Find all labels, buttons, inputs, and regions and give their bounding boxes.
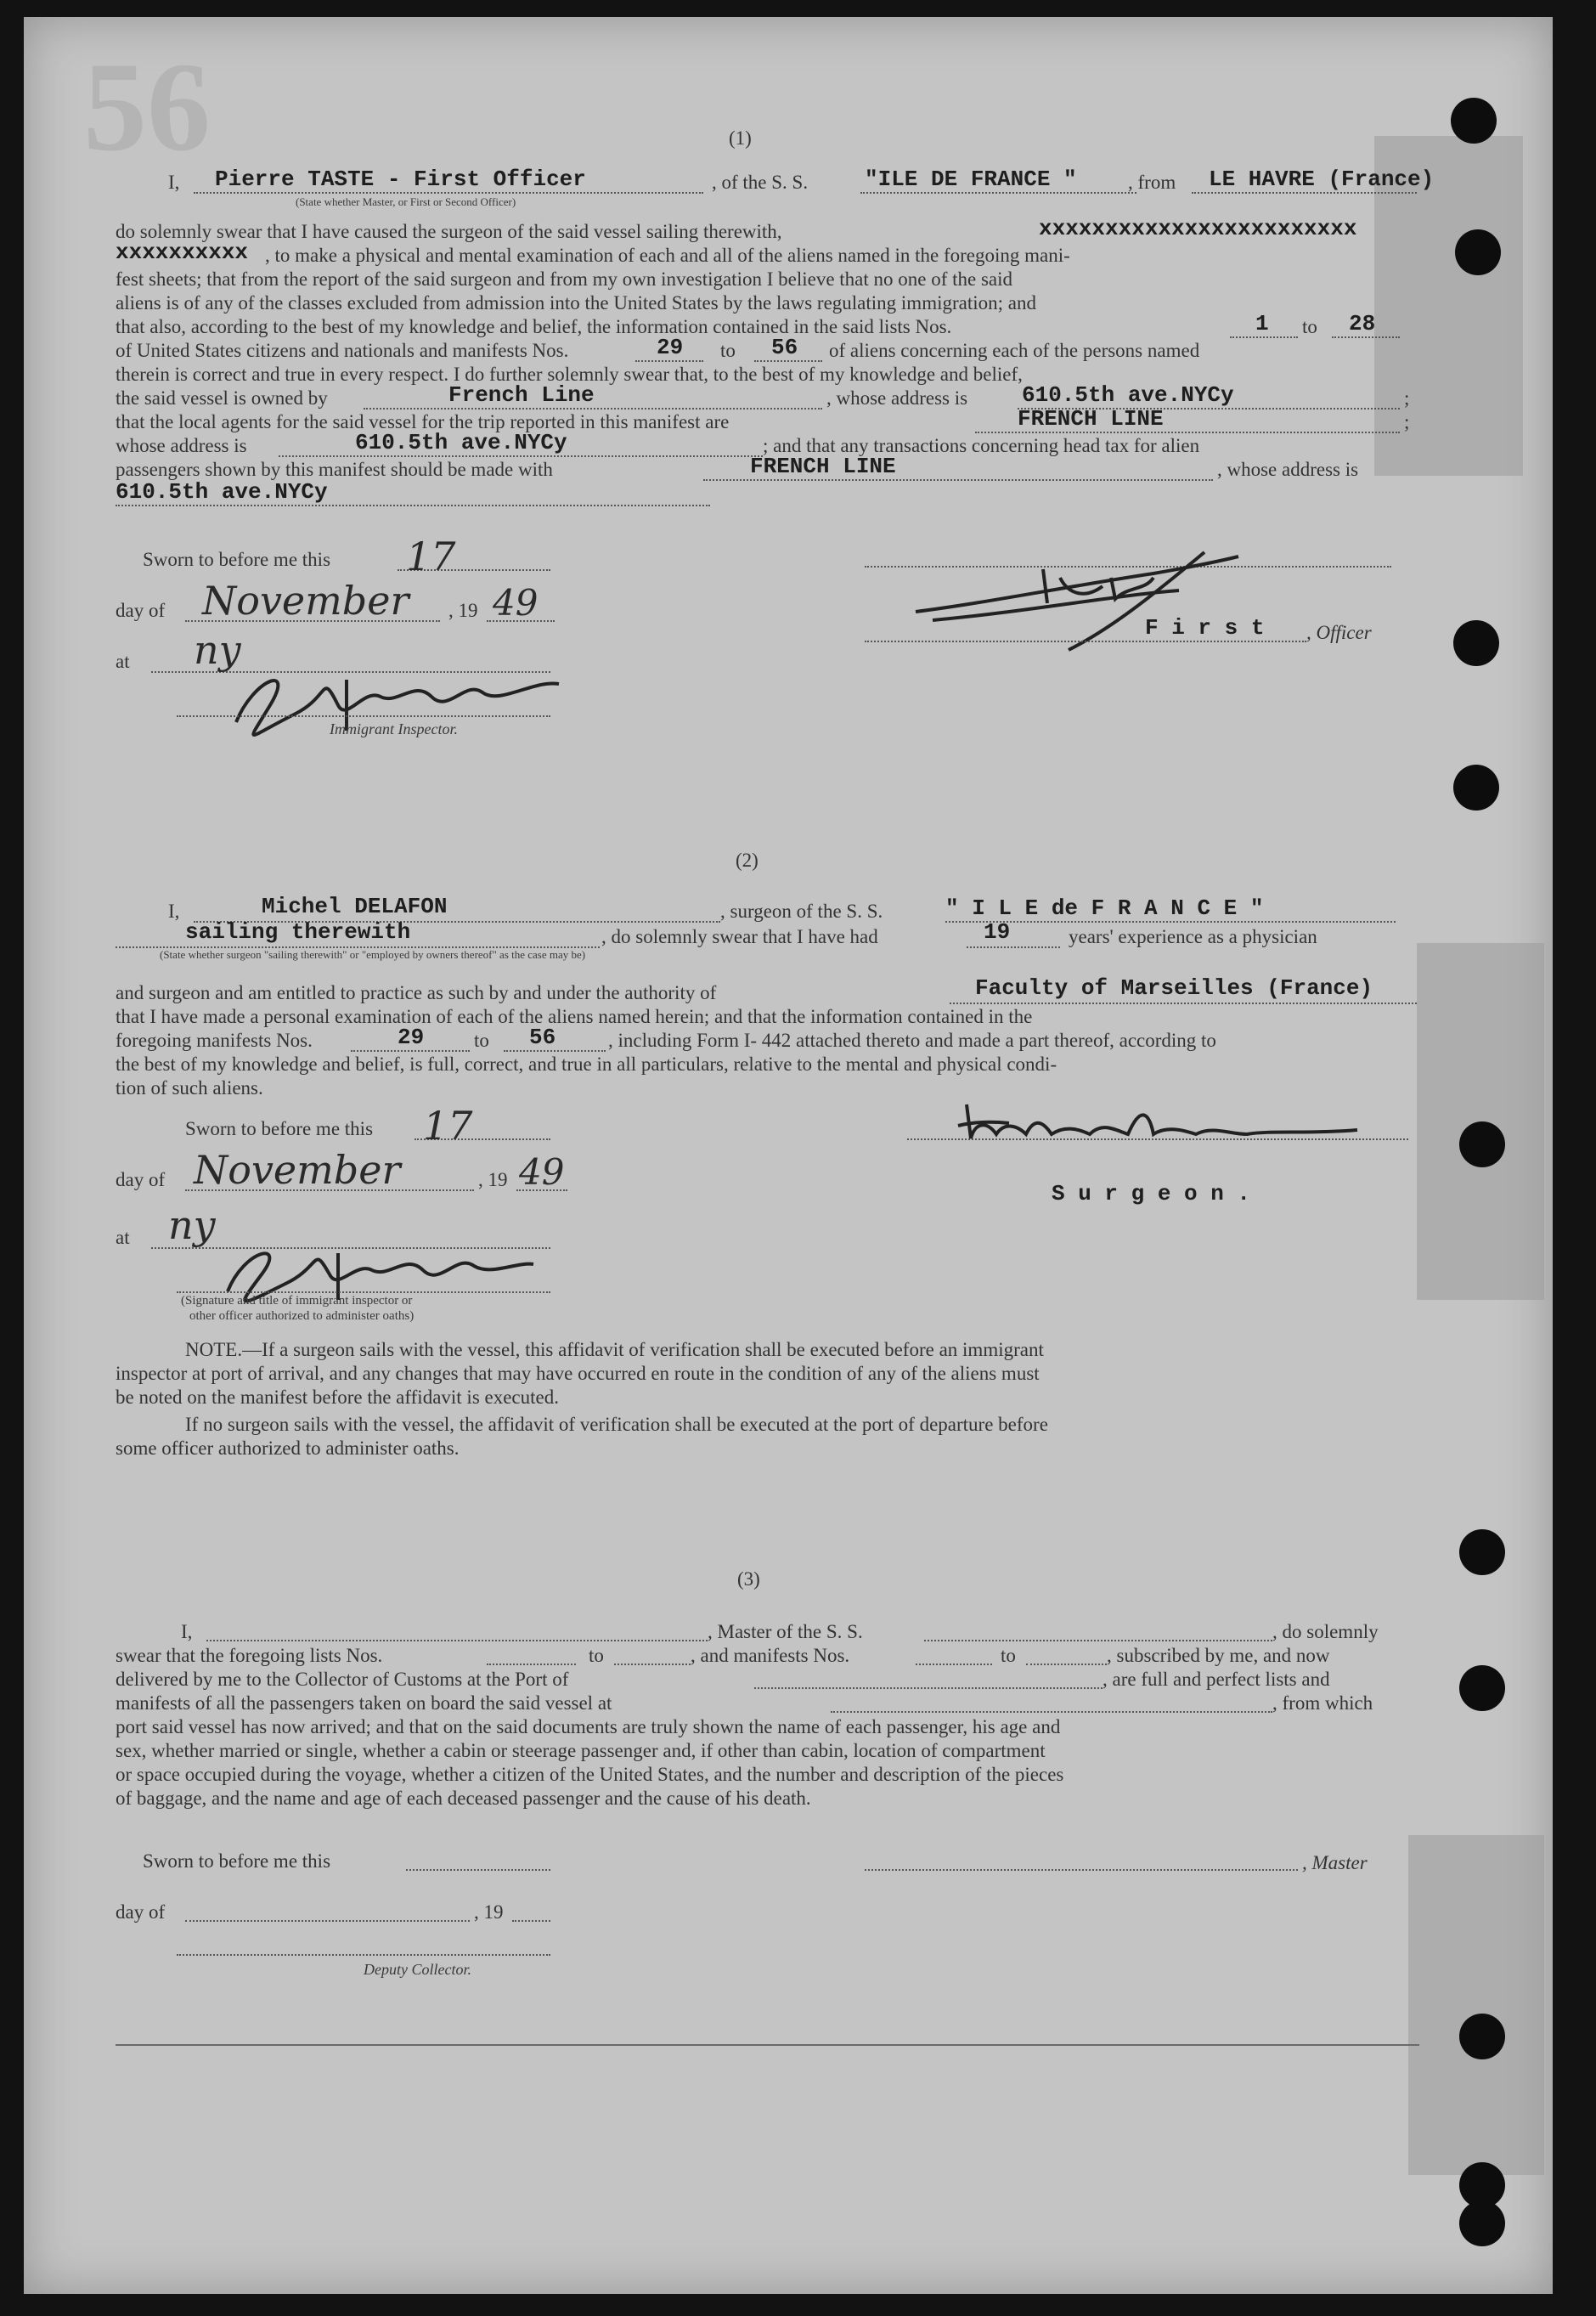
practice-authority: Faculty of Marseilles (France) bbox=[975, 975, 1373, 1001]
underline bbox=[116, 505, 710, 506]
surgeon-title: S u r g e o n . bbox=[1052, 1181, 1251, 1206]
text-line: the said vessel is owned by bbox=[116, 387, 328, 409]
struck-text: xxxxxxxxxx bbox=[116, 240, 249, 265]
underline bbox=[194, 192, 703, 194]
year-suffix: 49 bbox=[493, 582, 539, 624]
underline bbox=[177, 1954, 550, 1956]
sworn-day: 17 bbox=[406, 534, 456, 579]
punch-hole bbox=[1459, 1121, 1505, 1167]
underline bbox=[975, 432, 1400, 433]
sworn-label: Sworn to before me this bbox=[143, 549, 331, 570]
at-label: at bbox=[116, 651, 130, 672]
owner-address: 610.5th ave.NYCy bbox=[1022, 382, 1234, 408]
text-line: do solemnly swear that I have caused the surgeon of the said vessel sailing therewith, bbox=[116, 221, 782, 242]
text-line: to bbox=[589, 1645, 604, 1666]
underline bbox=[1026, 1664, 1107, 1665]
text-line: ; and that any transactions concerning head tax for alien bbox=[763, 435, 1200, 456]
note-line: If no surgeon sails with the vessel, the affidavit of verification shall be executed at the port of departure before bbox=[185, 1414, 1048, 1435]
text-line: , from which bbox=[1272, 1692, 1373, 1714]
underline bbox=[512, 1920, 550, 1922]
text-line: swear that the foregoing lists Nos. bbox=[116, 1645, 383, 1666]
text-line: , including Form I- 442 attached thereto and made a part thereof, according to bbox=[608, 1030, 1216, 1051]
manifest-from: 29 bbox=[657, 335, 684, 360]
status-caption: (State whether surgeon "sailing therewith" or "employed by owners thereof" as the case may be) bbox=[160, 948, 586, 961]
day-of-label: day of bbox=[116, 1901, 166, 1923]
year-prefix: , 19 bbox=[448, 600, 478, 621]
text-line: that I have made a personal examination of each of the aliens named herein; and that the information contained in the bbox=[116, 1006, 1033, 1027]
manifest-from: 29 bbox=[398, 1025, 425, 1050]
lists-from: 1 bbox=[1255, 311, 1269, 336]
underline bbox=[177, 1291, 550, 1293]
sig-caption: (Signature and title of immigrant inspector or bbox=[181, 1294, 413, 1308]
sworn-place: ny bbox=[168, 1202, 216, 1248]
text-line: that the local agents for the said vessel for the trip reported in this manifest are bbox=[116, 411, 730, 432]
l1-prefix: I, bbox=[168, 172, 180, 193]
agents-address: 610.5th ave.NYCy bbox=[355, 430, 567, 455]
underline bbox=[364, 408, 822, 410]
text-line: to bbox=[1001, 1645, 1016, 1666]
underline bbox=[1192, 192, 1417, 194]
underline bbox=[1332, 336, 1400, 338]
text-line: therein is correct and true in every respect. I do further solemnly swear that, to the best of my knowledge and belief, bbox=[116, 364, 1023, 385]
text-line: , do solemnly bbox=[1272, 1621, 1379, 1642]
officer-name: Pierre TASTE - First Officer bbox=[215, 167, 586, 192]
note-line: some officer authorized to administer oaths. bbox=[116, 1438, 460, 1459]
text-line: or space occupied during the voyage, whether a citizen of the United States, and the number and description of the pieces bbox=[116, 1764, 1064, 1785]
section-number: (1) bbox=[729, 127, 752, 149]
sworn-label: Sworn to before me this bbox=[143, 1850, 331, 1872]
underline bbox=[279, 455, 763, 457]
master-label: , Master bbox=[1302, 1852, 1368, 1873]
underline bbox=[831, 1711, 1272, 1713]
text-line: tion of such aliens. bbox=[116, 1077, 263, 1099]
punch-hole bbox=[1459, 2200, 1505, 2246]
text-line: delivered by me to the Collector of Customs at the Port of bbox=[116, 1669, 569, 1690]
ship-name: "ILE DE FRANCE " bbox=[865, 167, 1077, 192]
text-line: , whose address is bbox=[1217, 459, 1359, 480]
text-line: of aliens concerning each of the persons named bbox=[829, 340, 1200, 361]
underline bbox=[754, 1687, 1103, 1689]
punch-hole bbox=[1451, 98, 1497, 144]
day-of-label: day of bbox=[116, 600, 166, 621]
text-line: of United States citizens and nationals and manifests Nos. bbox=[116, 340, 569, 361]
underline bbox=[177, 715, 550, 717]
text-line: years' experience as a physician bbox=[1069, 926, 1317, 947]
to-word: to bbox=[720, 340, 736, 361]
at-label: at bbox=[116, 1227, 130, 1248]
sworn-month: November bbox=[202, 578, 409, 624]
collector-caption: Deputy Collector. bbox=[364, 1961, 471, 1978]
underline bbox=[865, 641, 1306, 642]
underline bbox=[635, 360, 703, 362]
surgeon-name: Michel DELAFON bbox=[262, 894, 448, 919]
text-line: of baggage, and the name and age of each deceased passenger and the cause of his death. bbox=[116, 1788, 811, 1809]
bottom-rule bbox=[116, 2044, 1419, 2046]
sworn-month: November bbox=[194, 1147, 401, 1193]
sworn-day: 17 bbox=[423, 1103, 473, 1149]
underline bbox=[924, 1640, 1272, 1641]
semicolon: ; bbox=[1404, 411, 1410, 432]
underline bbox=[185, 1920, 470, 1922]
headtax-agent: FRENCH LINE bbox=[750, 454, 896, 479]
text-line: sex, whether married or single, whether a cabin or steerage passenger and, if other than cabin, location of compartment bbox=[116, 1740, 1046, 1761]
punch-hole bbox=[1459, 1665, 1505, 1711]
text-line: passengers shown by this manifest should be made with bbox=[116, 459, 553, 480]
section-number: (3) bbox=[737, 1568, 760, 1590]
l1-prefix: I, bbox=[168, 901, 180, 922]
ship-name: " I L E de F R A N C E " bbox=[945, 895, 1264, 921]
underline bbox=[487, 1664, 576, 1665]
officer-caption: (State whether Master, or First or Second Officer) bbox=[296, 195, 516, 208]
year-prefix: , 19 bbox=[478, 1169, 508, 1190]
text-line: , do solemnly swear that I have had bbox=[601, 926, 878, 947]
punch-hole bbox=[1455, 229, 1501, 275]
owner: French Line bbox=[448, 382, 595, 408]
underline bbox=[504, 1050, 606, 1052]
text-line: and surgeon and am entitled to practice as such by and under the authority of bbox=[116, 982, 717, 1003]
text-line: , and manifests Nos. bbox=[691, 1645, 850, 1666]
headtax-address: 610.5th ave.NYCy bbox=[116, 479, 328, 505]
sworn-label: Sworn to before me this bbox=[185, 1118, 374, 1139]
year-prefix: , 19 bbox=[474, 1901, 504, 1923]
sig-caption: other officer authorized to administer oaths) bbox=[189, 1309, 415, 1323]
text-line: , are full and perfect lists and bbox=[1103, 1669, 1330, 1690]
to-word: to bbox=[1302, 316, 1317, 337]
inspector-caption: Immigrant Inspector. bbox=[330, 720, 458, 737]
text-line: the best of my knowledge and belief, is full, correct, and true in all particulars, relative to the mental and physical condi- bbox=[116, 1053, 1057, 1075]
struck-text: xxxxxxxxxxxxxxxxxxxxxxxx bbox=[1039, 216, 1357, 241]
underline bbox=[406, 1869, 550, 1871]
underline bbox=[614, 1664, 691, 1665]
text-line: , Master of the S. S. bbox=[708, 1621, 863, 1642]
lists-to: 28 bbox=[1349, 311, 1376, 336]
underline bbox=[865, 1869, 1298, 1871]
agents: FRENCH LINE bbox=[1018, 406, 1164, 432]
text-line: foregoing manifests Nos. bbox=[116, 1030, 313, 1051]
officer-title-suffix: , Officer bbox=[1306, 622, 1372, 643]
punch-hole bbox=[1453, 765, 1499, 811]
scan-shadow bbox=[1408, 1835, 1544, 2175]
underline bbox=[351, 1050, 470, 1052]
underline bbox=[967, 946, 1060, 948]
text-line: port said vessel has now arrived; and that on the said documents are truly shown the name of each passenger, his age and bbox=[116, 1716, 1061, 1737]
underline bbox=[206, 1640, 708, 1641]
text-line: whose address is bbox=[116, 435, 247, 456]
note-line: NOTE.—If a surgeon sails with the vessel, this affidavit of verification shall be executed before an immigrant bbox=[185, 1339, 1044, 1360]
punch-hole bbox=[1459, 2014, 1505, 2059]
punch-hole bbox=[1453, 620, 1499, 666]
day-of-label: day of bbox=[116, 1169, 166, 1190]
semicolon: ; bbox=[1404, 387, 1410, 409]
underline bbox=[860, 192, 1136, 194]
text-line: , whose address is bbox=[826, 387, 968, 409]
years-experience: 19 bbox=[984, 919, 1011, 945]
l1-mid: , of the S. S. bbox=[712, 172, 809, 193]
underline bbox=[945, 921, 1396, 923]
underline bbox=[916, 1664, 992, 1665]
text-line: , to make a physical and mental examination of each and all of the aliens named in the foregoing mani- bbox=[265, 245, 1070, 266]
text-line: that also, according to the best of my knowledge and belief, the information contained in the said lists Nos. bbox=[116, 316, 952, 337]
manifest-affidavit-page bbox=[24, 17, 1553, 2294]
sworn-place: ny bbox=[194, 627, 241, 673]
text-line: aliens is of any of the classes excluded from admission into the United States by the laws regulating immigration; and bbox=[116, 292, 1036, 314]
text-line: , subscribed by me, and now bbox=[1107, 1645, 1330, 1666]
note-line: inspector at port of arrival, and any changes that may have occurred en route in the condition of any of the aliens must bbox=[116, 1363, 1040, 1384]
text-line: manifests of all the passengers taken on board the said vessel at bbox=[116, 1692, 612, 1714]
underline bbox=[703, 479, 1213, 481]
manifest-to: 56 bbox=[771, 335, 798, 360]
text-line: fest sheets; that from the report of the said surgeon and from my own investigation I believe that no one of the said bbox=[116, 268, 1013, 290]
note-line: be noted on the manifest before the affidavit is executed. bbox=[116, 1387, 559, 1408]
underline bbox=[754, 360, 822, 362]
surgeon-signature bbox=[950, 1087, 1408, 1164]
punch-hole bbox=[1459, 1529, 1505, 1575]
manifest-to: 56 bbox=[529, 1025, 556, 1050]
text-line: , surgeon of the S. S. bbox=[720, 901, 883, 922]
l1-from: , from bbox=[1128, 172, 1176, 193]
to-word: to bbox=[474, 1030, 489, 1051]
sailing-status: sailing therewith bbox=[185, 919, 411, 945]
departure-port: LE HAVRE (France) bbox=[1209, 167, 1435, 192]
officer-title: F i r s t bbox=[1145, 615, 1265, 641]
section-number: (2) bbox=[736, 850, 759, 871]
page-number-stamp: 56 bbox=[83, 37, 211, 178]
year-suffix: 49 bbox=[519, 1151, 565, 1193]
l1-prefix: I, bbox=[181, 1621, 193, 1642]
underline bbox=[1230, 336, 1298, 338]
underline bbox=[950, 1003, 1417, 1004]
